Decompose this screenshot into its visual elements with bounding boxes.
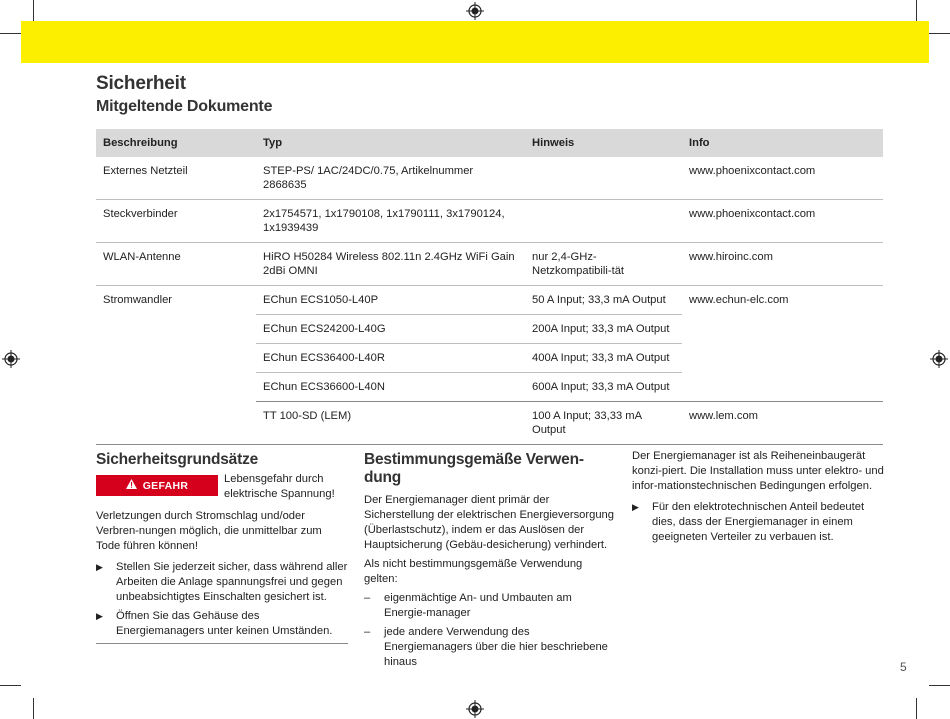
table-cell [96,402,256,445]
list-item: ▶ Für den elektrotechnischen Anteil bedeutet dies, dass der Energiemanager in einem geeigneten Verteiler zu verbauen ist. [632,501,865,543]
table-cell [682,315,883,344]
section-title: Mitgeltende Dokumente [96,98,273,115]
column-header: Beschreibung [96,129,256,157]
table-cell: EChun ECS36600-L40N [256,373,525,402]
table-cell: 200A Input; 33,3 mA Output [525,315,682,344]
table-cell: Externes Netzteil [96,157,256,200]
table-cell: www.lem.com [682,402,883,445]
danger-badge [96,475,218,496]
list-item: – eigenmächtige An- und Umbauten am Energie-manager [364,592,572,619]
table-cell: Steckverbinder [96,200,256,243]
paragraph: Der Energiemanager dient primär der Sicherstellung der elektrischen Energieversorgung (Überlastschutz), indem er das Auslösen der Hauptsicherung (Gebäu-desicherung) verhindert. [364,494,614,551]
table-cell [525,157,682,200]
table-cell [96,344,256,373]
table-cell: 400A Input; 33,3 mA Output [525,344,682,373]
list-item: – jede andere Verwendung des Energiemanagers über die hier beschriebene hinaus [364,626,608,668]
section-heading: Sicherheitsgrundsätze [96,451,259,468]
list-item: ▶ Stellen Sie jederzeit sicher, dass während aller Arbeiten die Anlage spannungsfrei und gegen unbeabsichtigtes Einschalten gesichert ist. [96,561,348,603]
table-row [96,344,883,373]
table-row [96,315,883,344]
column-header: Typ [256,129,525,157]
table-cell: Stromwandler [103,294,173,306]
bullet-arrow-icon: ▶ [96,611,103,621]
page-number: 5 [900,660,907,674]
table-cell: www.echun-elc.com [689,294,789,306]
crop-mark [0,685,21,686]
table-cell: STEP-PS/ 1AC/24DC/0.75, Artikelnummer 2868635 [256,157,525,200]
table-cell: www.hiroinc.com [682,243,883,286]
table-cell [682,373,883,402]
paragraph: Als nicht bestimmungsgemäße Verwendung gelten: [364,558,583,585]
paragraph: Der Energiemanager ist als Reiheneinbaugerät konzi-piert. Die Installation muss unter elektro- und infor-mationstechnischen Bedingungen erfolgen. [632,450,884,492]
table-cell [96,315,256,344]
documents-table [96,129,883,445]
registration-mark-icon [2,350,20,368]
table-cell: TT 100-SD (LEM) [256,402,525,445]
intended-use [364,451,614,670]
table-cell: EChun ECS1050-L40P [256,286,525,315]
table-cell: nur 2,4-GHz-Netzkompatibili-tät [525,243,682,286]
table-header-row [96,129,883,157]
table-cell: 50 A Input; 33,3 mA Output [525,286,682,315]
bullet-arrow-icon: ▶ [632,502,639,512]
table-cell: WLAN-Antenne [96,243,256,286]
table-row [96,200,883,243]
header-bar [21,21,929,63]
danger-label: GEFAHR [142,479,189,492]
table-cell: www.phoenixcontact.com [682,200,883,243]
column-header: Hinweis [525,129,682,157]
crop-mark [0,33,21,34]
list-item: ▶ Öffnen Sie das Gehäuse des Energiemanagers unter keinen Umständen. [96,610,333,637]
safety-principles [96,451,348,469]
crop-mark [33,0,34,21]
table-cell [96,373,256,402]
table-row [96,286,883,315]
danger-text: Lebensgefahr durch elektrische Spannung! [224,473,335,500]
table-row [96,373,883,402]
table-cell: www.phoenixcontact.com [682,157,883,200]
table-row [96,157,883,200]
crop-mark [916,698,917,719]
table-cell: EChun ECS36400-L40R [256,344,525,373]
safety-body [96,509,348,644]
installation [632,449,884,545]
table-cell [682,344,883,373]
crop-mark [929,685,950,686]
bullet-arrow-icon: ▶ [96,562,103,572]
crop-mark [33,698,34,719]
table-cell: 2x1754571, 1x1790108, 1x1790111, 3x1790124, 1x1939439 [256,200,525,243]
warning-triangle-icon [126,479,137,492]
registration-mark-icon [930,350,948,368]
table-cell: 600A Input; 33,3 mA Output [525,373,682,402]
registration-mark-icon [466,700,484,718]
table-cell: EChun ECS24200-L40G [256,315,525,344]
crop-mark [929,33,950,34]
registration-mark-icon [466,2,484,20]
section-heading: Bestimmungsgemäße Verwen-dung [364,451,584,486]
table-row [96,402,883,445]
table-cell: HiRO H50284 Wireless 802.11n 2.4GHz WiFi Gain 2dBi OMNI [256,243,525,286]
crop-mark [916,0,917,21]
column-header: Info [682,129,883,157]
table-cell: 100 A Input; 33,33 mA Output [525,402,682,445]
page-title: Sicherheit [96,73,186,94]
divider [96,643,348,644]
table-row [96,243,883,286]
table-cell [525,200,682,243]
safety-intro: Verletzungen durch Stromschlag und/oder Verbren-nungen möglich, die unmittelbar zum Tode führen können! [96,510,322,552]
